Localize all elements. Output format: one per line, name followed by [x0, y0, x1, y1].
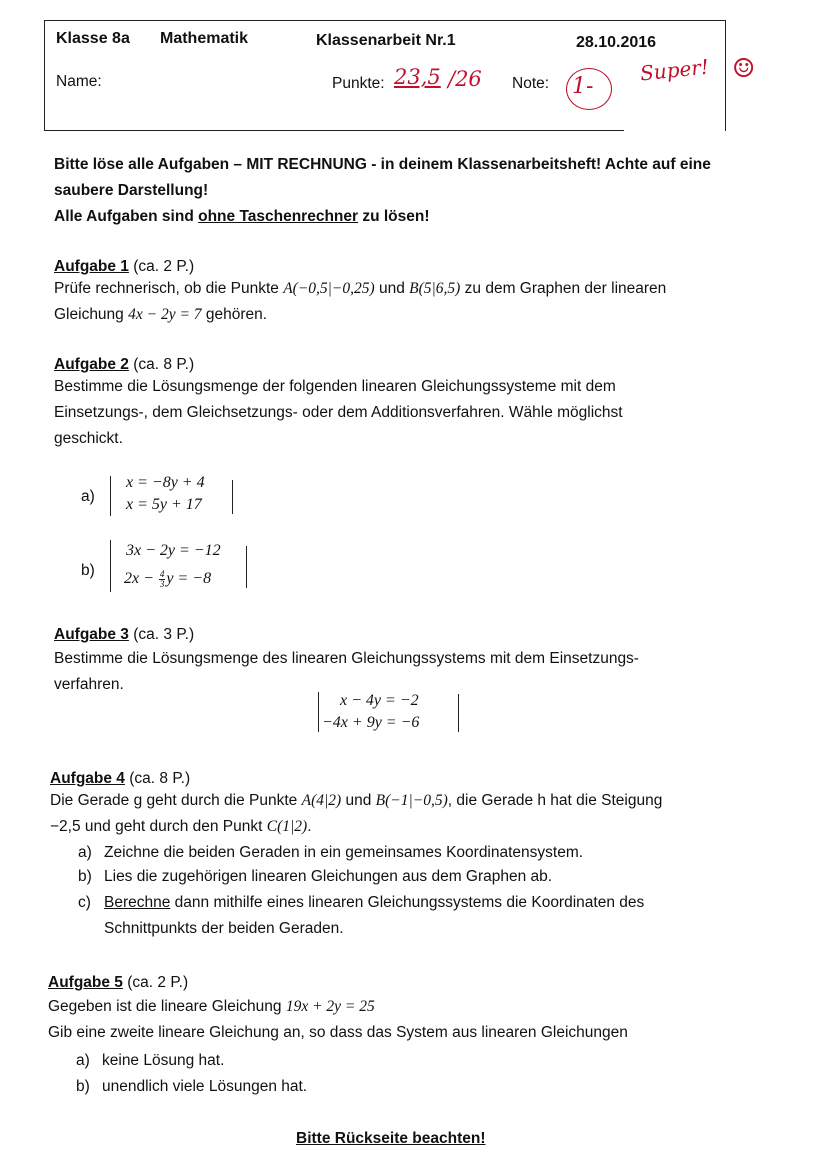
- grade-value: 1-: [572, 74, 594, 99]
- task2-line-1: Bestimme die Lösungsmenge der folgenden linearen Gleichungssysteme mit dem: [54, 378, 616, 395]
- task3-line-1: Bestimme die Lösungsmenge des linearen Gleichungssystems mit dem Einsetzungs-: [54, 650, 639, 667]
- task2-line-3: geschickt.: [54, 430, 123, 447]
- task4-b-text: Lies die zugehörigen linearen Gleichungen aus dem Graphen ab.: [104, 868, 553, 885]
- task3-eq1: x − 4y = −2: [340, 692, 419, 709]
- task5-heading: Aufgabe 5 (ca. 2 P.): [48, 974, 189, 991]
- task3-right-bar: [458, 694, 459, 732]
- task1-line-1: Prüfe rechnerisch, ob die Punkte A(−0,5|−0,25) und B(5|6,5) zu dem Graphen der linearen: [54, 280, 667, 297]
- task4-b-label: b): [78, 868, 92, 885]
- instructions-line-3: Alle Aufgaben sind ohne Taschenrechner zu lösen!: [54, 208, 430, 225]
- instructions-line-2: saubere Darstellung!: [54, 182, 209, 199]
- smiley-icon: ☺: [732, 54, 756, 84]
- name-label: Name:: [56, 73, 102, 90]
- subject-label: Mathematik: [160, 30, 249, 47]
- task2-b-label: b): [81, 562, 95, 579]
- task5-b-label: b): [76, 1078, 90, 1095]
- task5-line-1: Gegeben ist die lineare Gleichung 19x + 2y = 25: [48, 998, 375, 1015]
- task2-line-2: Einsetzungs-, dem Gleichsetzungs- oder dem Additionsverfahren. Wähle möglichst: [54, 404, 623, 421]
- task2-a-eq1: x = −8y + 4: [126, 474, 205, 491]
- task4-line-1: Die Gerade g geht durch die Punkte A(4|2) und B(−1|−0,5), die Gerade h hat die Steigung: [50, 792, 663, 809]
- test-title: Klassenarbeit Nr.1: [316, 32, 456, 49]
- task1-heading: Aufgabe 1 (ca. 2 P.): [54, 258, 195, 275]
- task1-line-2: Gleichung 4x − 2y = 7 gehören.: [54, 306, 268, 323]
- task4-c-text: Berechne dann mithilfe eines linearen Gleichungssystems die Koordinaten des: [104, 894, 645, 911]
- task4-c-text-2: Schnittpunkts der beiden Geraden.: [104, 920, 344, 937]
- task4-a-label: a): [78, 844, 92, 861]
- instructions-line-1: Bitte löse alle Aufgaben – MIT RECHNUNG - in deinem Klassenarbeitsheft! Achte auf eine: [54, 156, 711, 173]
- task2-a-right-bar: [232, 480, 233, 514]
- task2-a-label: a): [81, 488, 95, 505]
- points-value: 23,5: [394, 65, 441, 89]
- task4-a-text: Zeichne die beiden Geraden in ein gemeinsames Koordinatensystem.: [104, 844, 584, 861]
- points-total: /26: [448, 67, 482, 91]
- task3-heading: Aufgabe 3 (ca. 3 P.): [54, 626, 195, 643]
- task5-line-2: Gib eine zweite lineare Gleichung an, so dass das System aus linearen Gleichungen: [48, 1024, 628, 1041]
- task3-eq2: −4x + 9y = −6: [322, 714, 420, 731]
- task4-c-label: c): [78, 894, 91, 911]
- task2-a-eq2: x = 5y + 17: [126, 496, 202, 513]
- task4-heading: Aufgabe 4 (ca. 8 P.): [50, 770, 191, 787]
- test-date: 28.10.2016: [576, 34, 657, 51]
- task4-line-2: −2,5 und geht durch den Punkt C(1|2).: [50, 818, 312, 835]
- task3-line-2: verfahren.: [54, 676, 124, 693]
- task2-heading: Aufgabe 2 (ca. 8 P.): [54, 356, 195, 373]
- class-label: Klasse 8a: [56, 30, 130, 47]
- task2-b-right-bar: [246, 546, 247, 588]
- task5-b-text: unendlich viele Lösungen hat.: [102, 1078, 308, 1095]
- footer-note: Bitte Rückseite beachten!: [296, 1130, 486, 1147]
- grade-label: Note:: [512, 75, 550, 92]
- task3-left-bar: [318, 692, 319, 732]
- points-label: Punkte:: [332, 75, 385, 92]
- task2-b-left-bar: [110, 540, 111, 592]
- task5-a-text: keine Lösung hat.: [102, 1052, 225, 1069]
- task5-a-label: a): [76, 1052, 90, 1069]
- header-bottom-line: [44, 130, 624, 131]
- task2-b-eq2: 2x − $\frac{4}{3}$ y = −8: [124, 569, 212, 589]
- task2-a-left-bar: [110, 476, 111, 516]
- teacher-comment: Super!: [638, 54, 710, 86]
- task2-b-eq1: 3x − 2y = −12: [126, 542, 221, 559]
